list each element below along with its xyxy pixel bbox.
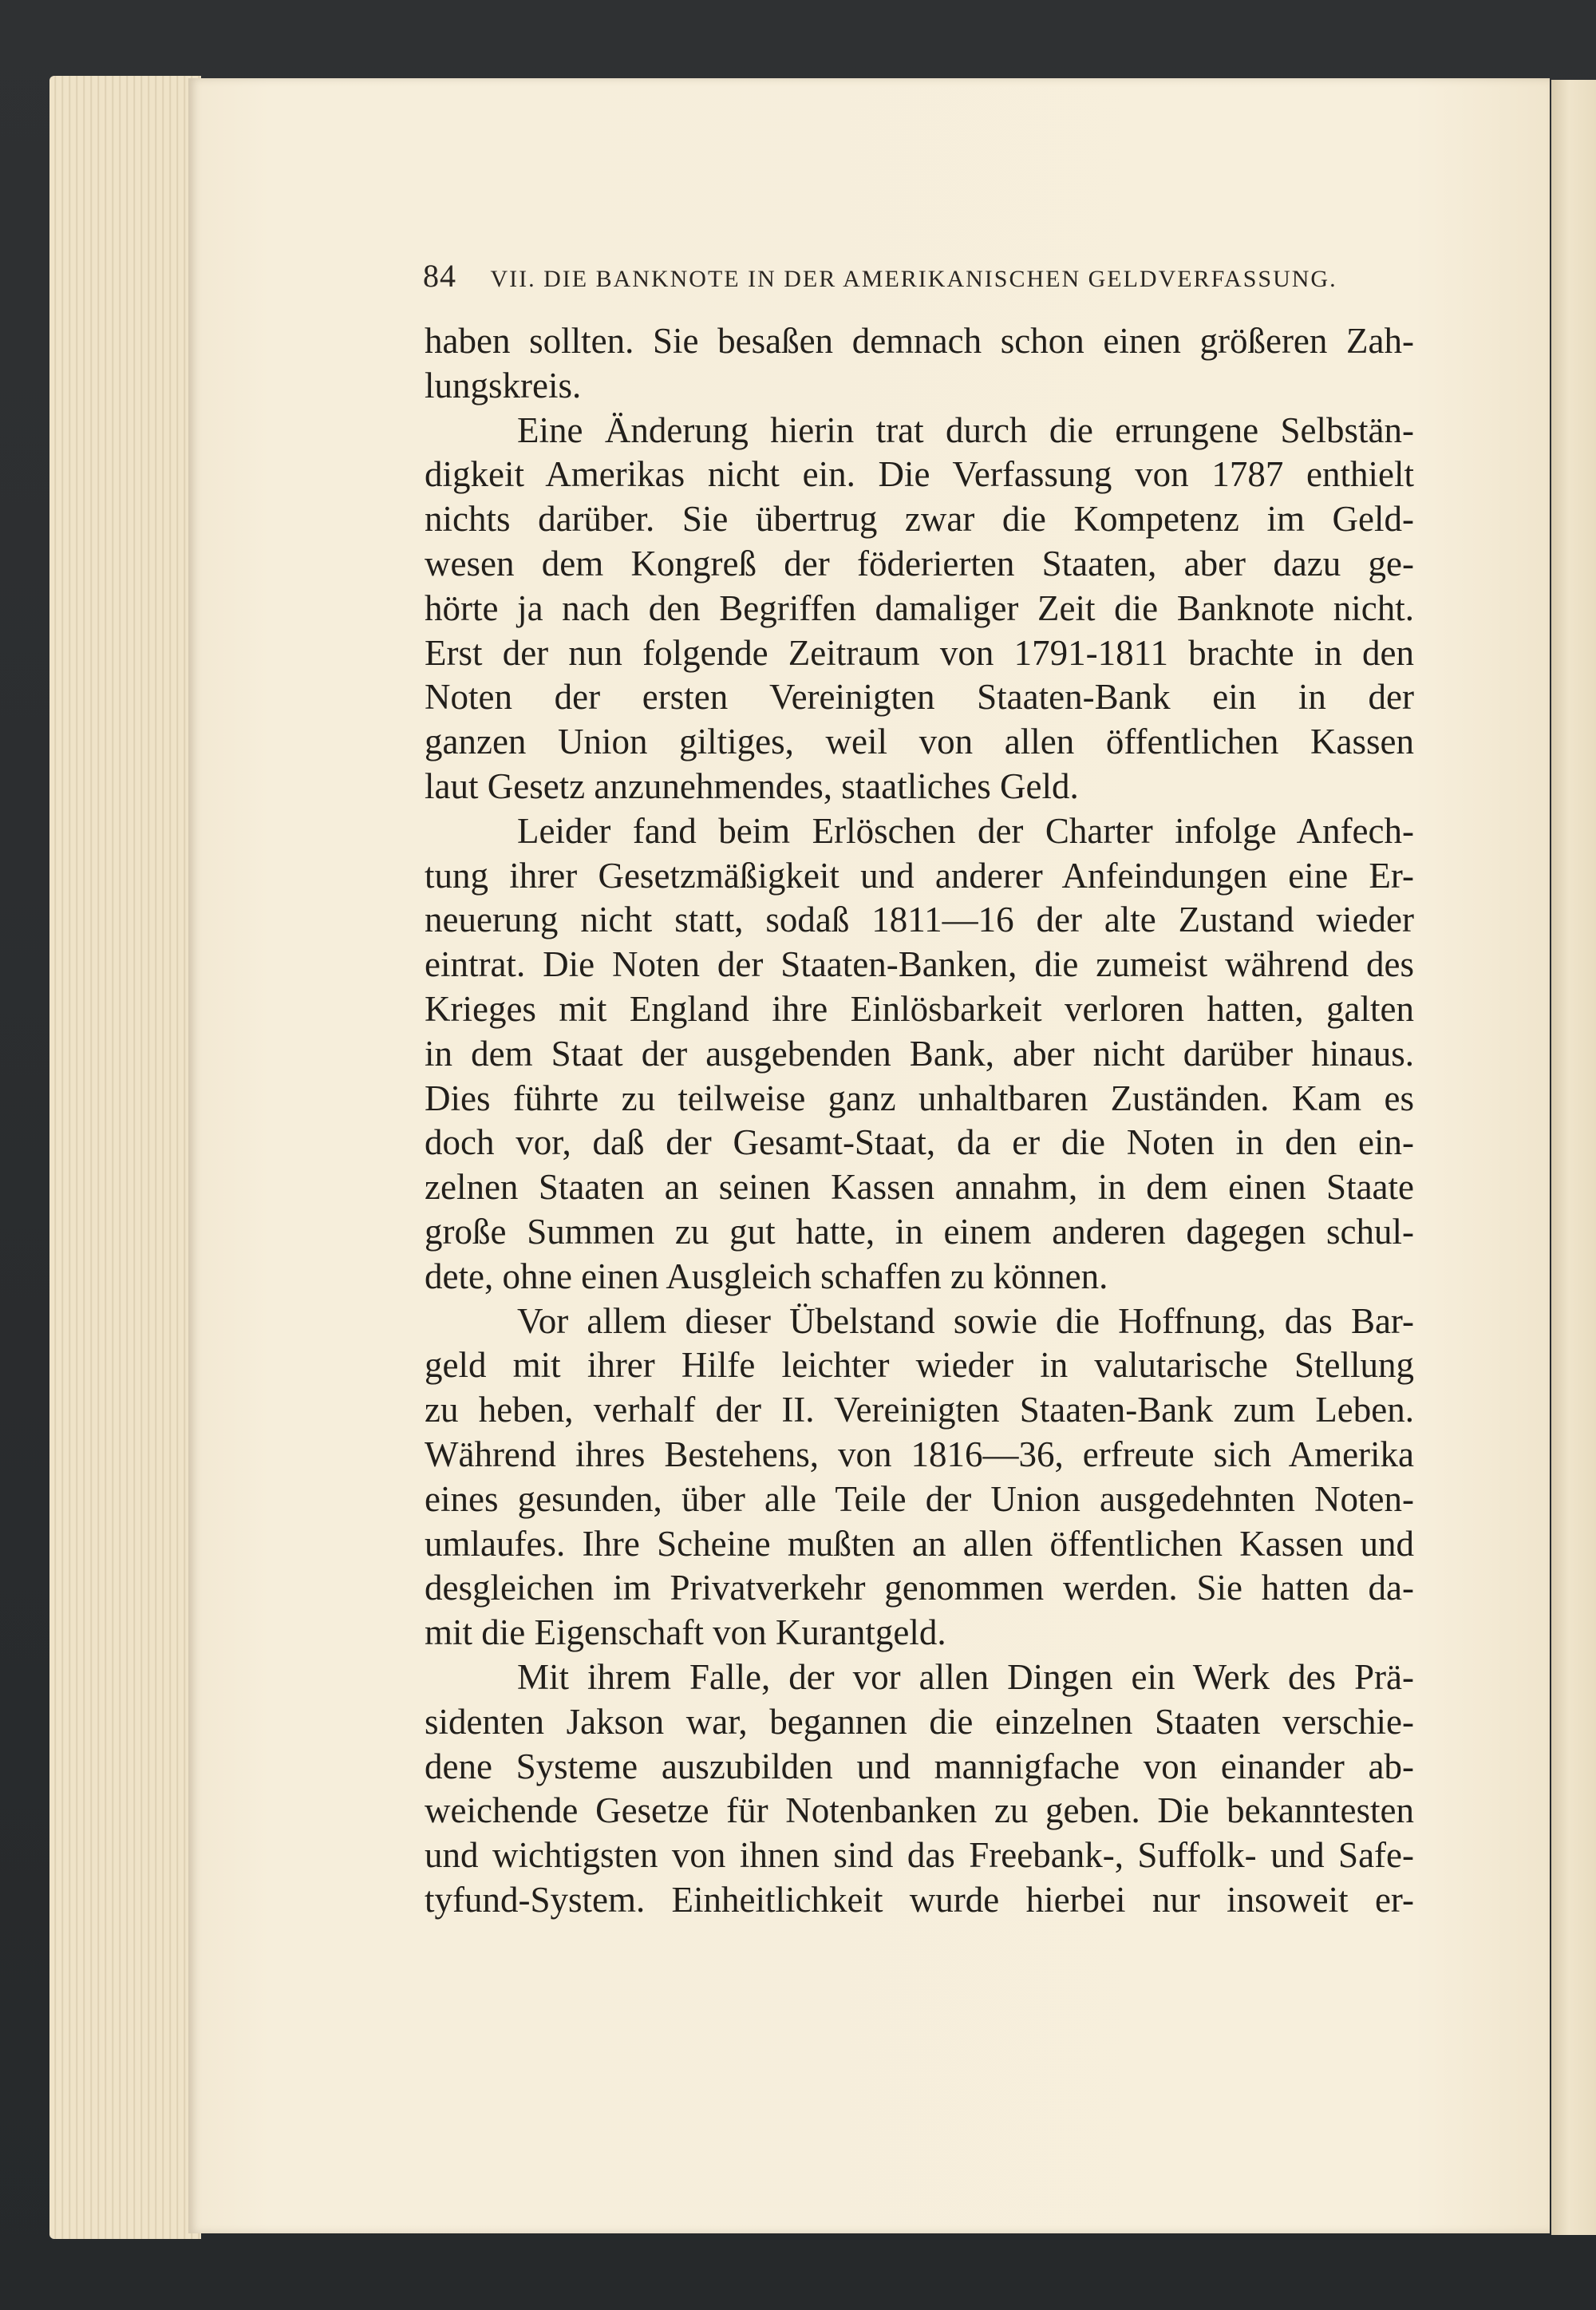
- text-line: lungskreis.: [425, 365, 582, 405]
- text-line: zu heben, verhalf der II. Vereinigten Staaten-Bank zum Leben.: [425, 1390, 1414, 1430]
- text-line: Eine Änderung hierin trat durch die errungene Selbstän-: [517, 409, 1414, 450]
- running-title: VII. DIE BANKNOTE IN DER AMERIKANISCHEN GELDVERFASSUNG.: [490, 266, 1337, 292]
- text-line: laut Gesetz anzunehmendes, staatliches Geld.: [425, 765, 1079, 806]
- text-line: doch vor, daß der Gesamt-Staat, da er die Noten in den ein-: [425, 1122, 1414, 1163]
- text-line: Noten der ersten Vereinigten Staaten-Bank ein in der: [425, 677, 1414, 718]
- text-line: nichts darüber. Sie übertrug zwar die Kompetenz im Geld-: [425, 499, 1414, 540]
- text-line: Vor allem dieser Übelstand sowie die Hoffnung, das Bar-: [517, 1300, 1414, 1341]
- text-line: große Summen zu gut hatte, in einem anderen dagegen schul-: [425, 1211, 1414, 1252]
- text-line: hörte ja nach den Begriffen damaliger Zeit die Banknote nicht.: [425, 587, 1414, 628]
- text-line: umlaufes. Ihre Scheine mußten an allen öffentlichen Kassen und: [425, 1523, 1414, 1564]
- text-line: geld mit ihrer Hilfe leichter wieder in valutarische Stellung: [425, 1345, 1414, 1386]
- body-text: [425, 319, 1414, 1923]
- text-line: dete, ohne einen Ausgleich schaffen zu können.: [425, 1256, 1108, 1296]
- text-line: Während ihres Bestehens, von 1816—36, erfreute sich Amerika: [425, 1434, 1414, 1474]
- text-line: und wichtigsten von ihnen sind das Freebank-, Suffolk- und Safe-: [425, 1835, 1414, 1876]
- text-line: sidenten Jakson war, begannen die einzelnen Staaten verschie-: [425, 1701, 1414, 1742]
- text-line: Dies führte zu teilweise ganz unhaltbaren Zuständen. Kam es: [425, 1078, 1414, 1118]
- text-line: wesen dem Kongreß der föderierten Staaten, aber dazu ge-: [425, 543, 1414, 583]
- text-line: Krieges mit England ihre Einlösbarkeit verloren hatten, galten: [425, 988, 1414, 1029]
- next-page-edge: [1551, 80, 1596, 2235]
- text-line: ganzen Union giltiges, weil von allen öffentlichen Kassen: [425, 722, 1414, 762]
- text-line: zelnen Staaten an seinen Kassen annahm, in dem einen Staate: [425, 1167, 1414, 1208]
- text-line: in dem Staat der ausgebenden Bank, aber nicht darüber hinaus.: [425, 1033, 1414, 1074]
- text-line: Leider fand beim Erlöschen der Charter infolge Anfech-: [517, 810, 1414, 851]
- text-line: eintrat. Die Noten der Staaten-Banken, die zumeist während des: [425, 944, 1414, 985]
- page-number: 84: [423, 258, 456, 294]
- text-line: neuerung nicht statt, sodaß 1811—16 der alte Zustand wieder: [425, 900, 1414, 940]
- page-stack-edges: [49, 76, 201, 2239]
- text-line: digkeit Amerikas nicht ein. Die Verfassung von 1787 enthielt: [425, 454, 1414, 495]
- text-line: desgleichen im Privatverkehr genommen werden. Sie hatten da-: [425, 1568, 1414, 1608]
- running-header: [423, 257, 1396, 295]
- text-line: eines gesunden, über alle Teile der Union ausgedehnten Noten-: [425, 1478, 1414, 1519]
- text-line: Erst der nun folgende Zeitraum von 1791-1811 brachte in den: [425, 632, 1414, 673]
- text-line: tung ihrer Gesetzmäßigkeit und anderer Anfeindungen eine Er-: [425, 855, 1414, 896]
- text-line: mit die Eigenschaft von Kurantgeld.: [425, 1612, 946, 1653]
- text-line: weichende Gesetze für Notenbanken zu geben. Die bekanntesten: [425, 1790, 1414, 1831]
- text-line: dene Systeme auszubilden und mannigfache von einander ab-: [425, 1746, 1414, 1786]
- text-line: haben sollten. Sie besaßen demnach schon einen größeren Zah-: [425, 321, 1414, 361]
- text-line: tyfund-System. Einheitlichkeit wurde hierbei nur insoweit er-: [425, 1879, 1414, 1920]
- text-line: Mit ihrem Falle, der vor allen Dingen ein Werk des Prä-: [517, 1656, 1414, 1697]
